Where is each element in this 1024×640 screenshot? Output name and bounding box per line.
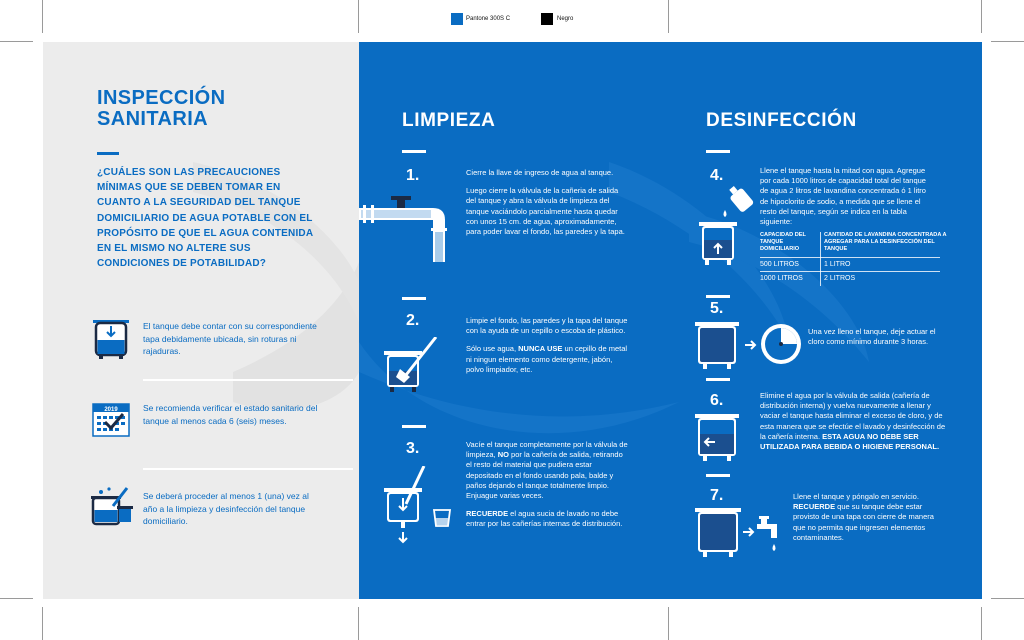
step-text: Cierre la llave de ingreso de agua al tanque. Luego cierre la válvula de la cañeria de salida del tanque y abra la válvula de limpieza del tanque vaciándolo parcialmente hasta quedar con unos 15 cm. de agua, aproximadamente, para poder lavar el fondo, las paredes y la tapa. bbox=[466, 168, 625, 237]
drain-tank-icon bbox=[384, 466, 456, 552]
list-item bbox=[91, 484, 359, 534]
crop-mark bbox=[668, 0, 669, 33]
step-number: 6. bbox=[710, 392, 724, 409]
crop-mark bbox=[991, 598, 1024, 599]
pantone-label: Pantone 300S C bbox=[466, 16, 511, 22]
list-item bbox=[91, 398, 359, 448]
table-cell: 1 LITRO bbox=[824, 261, 851, 268]
crop-mark bbox=[358, 0, 359, 33]
divider bbox=[143, 468, 353, 470]
divider bbox=[143, 379, 353, 381]
step-text: Llene el tanque hasta la mitad con agua. Agregue por cada 1000 litros de capacidad total del tanque de agua 2 litros de lavandina concentrada ó 1 litro de hipoclorito de sodio, a medida que se llene el resto del tanque, según se indica en la tabla siguiente: bbox=[760, 166, 926, 227]
crop-mark bbox=[668, 607, 669, 640]
tank-cleaning-icon bbox=[91, 484, 133, 528]
step-number: 2. bbox=[406, 312, 420, 329]
crop-mark bbox=[358, 607, 359, 640]
crop-mark bbox=[991, 41, 1024, 42]
tank-with-lid-icon bbox=[91, 312, 131, 362]
svg-text:2019: 2019 bbox=[104, 407, 118, 413]
step-text: Elimine el agua por la válvula de salida (cañería de distribución interna) y vuelva nuevamente a llenar y vaciar el tanque hasta eliminar el exceso de cloro, y de esta manera que se efectúe el lavado y desinfección de la cañería interna. ESTA AGUA NO DEBE SER UTILIZADA PARA BEBIDA O HIGIENE PERSONAL. bbox=[760, 391, 946, 452]
crop-mark bbox=[42, 607, 43, 640]
bleach-bottle-tank-icon bbox=[695, 184, 755, 266]
black-label: Negro bbox=[557, 16, 574, 22]
page-title: INSPECCIÓN SANITARIA bbox=[97, 87, 226, 130]
inspection-panel bbox=[43, 42, 359, 599]
crop-mark bbox=[0, 41, 33, 42]
crop-mark bbox=[981, 0, 982, 33]
step-dash bbox=[402, 425, 426, 428]
step-dash bbox=[706, 295, 730, 298]
step-number: 5. bbox=[710, 300, 724, 317]
step-text: Vacíe el tanque completamente por la válvula de limpieza, NO por la cañería de salida, retirando el resto del material que pudiera estar depositado en el fondo usando pala, balde y paños dejando el tanque totalmente limpio. Enjuague varias veces. RECUERDE el agua sucia de lavado no debe entrar por las cañerías internas de distribución. bbox=[466, 440, 628, 529]
item-text: Se deberá proceder al menos 1 (una) vez al año a la limpieza y desinfección del tanque domiciliario. bbox=[143, 491, 309, 526]
step-number: 4. bbox=[710, 167, 724, 184]
black-swatch bbox=[541, 13, 553, 25]
tank-faucet-icon bbox=[695, 506, 787, 560]
title-dash bbox=[402, 150, 426, 153]
item-text: Se recomienda verificar el estado sanitario del tanque al menos cada 6 (seis) meses. bbox=[143, 403, 318, 426]
table-cell: 1000 LITROS bbox=[760, 275, 803, 282]
crop-mark bbox=[42, 0, 43, 33]
table-divider bbox=[760, 257, 940, 258]
step-number: 7. bbox=[710, 487, 724, 504]
table-cell: 500 LITROS bbox=[760, 261, 799, 268]
table-header: CAPACIDAD DEL TANQUE DOMICILIARIO bbox=[760, 232, 806, 252]
desinfeccion-title: DESINFECCIÓN bbox=[706, 110, 857, 131]
step-number: 3. bbox=[406, 440, 420, 457]
step-dash bbox=[706, 378, 730, 381]
calendar-icon bbox=[91, 398, 133, 440]
pantone-swatch bbox=[451, 13, 463, 25]
brush-tank-icon bbox=[384, 337, 444, 397]
table-divider bbox=[760, 271, 940, 272]
clock-tank-icon bbox=[695, 320, 807, 370]
step-dash bbox=[706, 474, 730, 477]
limpieza-title: LIMPIEZA bbox=[402, 110, 496, 131]
crop-mark bbox=[0, 598, 33, 599]
list-item bbox=[91, 312, 359, 362]
faucet-pipe-icon bbox=[359, 192, 455, 262]
step-number: 1. bbox=[406, 167, 420, 184]
step-text: Una vez lleno el tanque, deje actuar el cloro como mínimo durante 3 horas. bbox=[808, 327, 936, 347]
step-text: Limpie el fondo, las paredes y la tapa del tanque con la ayuda de un cepillo o escoba de plástico. Sólo use agua, NUNCA USE un cepillo de metal ni ningun elemento como detergente, jabón, polvo limpiador, etc. bbox=[466, 316, 628, 374]
table-cell: 2 LITROS bbox=[824, 275, 856, 282]
crop-mark bbox=[981, 607, 982, 640]
table-header: CANTIDAD DE LAVANDINA CONCENTRADA A AGREGAR PARA LA DESINFECCIÓN DEL TANQUE bbox=[824, 232, 947, 252]
item-text: El tanque debe contar con su correspondiente tapa debidamente ubicada, sin roturas ni rajaduras. bbox=[143, 321, 317, 356]
table-divider bbox=[820, 232, 821, 286]
step-dash bbox=[402, 297, 426, 300]
refill-tank-icon bbox=[695, 412, 743, 464]
title-dash bbox=[97, 152, 119, 155]
step-text: Llene el tanque y póngalo en servicio. RECUERDE que su tanque debe estar provisto de una tapa con cierre de manera que no permita que ingresen elementos contaminantes. bbox=[793, 492, 934, 542]
intro-question: ¿CUÁLES SON LAS PRECAUCIONES MÍNIMAS QUE SE DEBEN TOMAR EN CUANTO A LA SEGURIDAD DEL TANQUE DOMICILIARIO DE AGUA POTABLE CON EL PROPÓSITO DE QUE EL AGUA CONTENIDA EN EL MISMO NO ALTERE SUS CONDICIONES DE POTABILIDAD? bbox=[97, 167, 313, 270]
title-dash bbox=[706, 150, 730, 153]
